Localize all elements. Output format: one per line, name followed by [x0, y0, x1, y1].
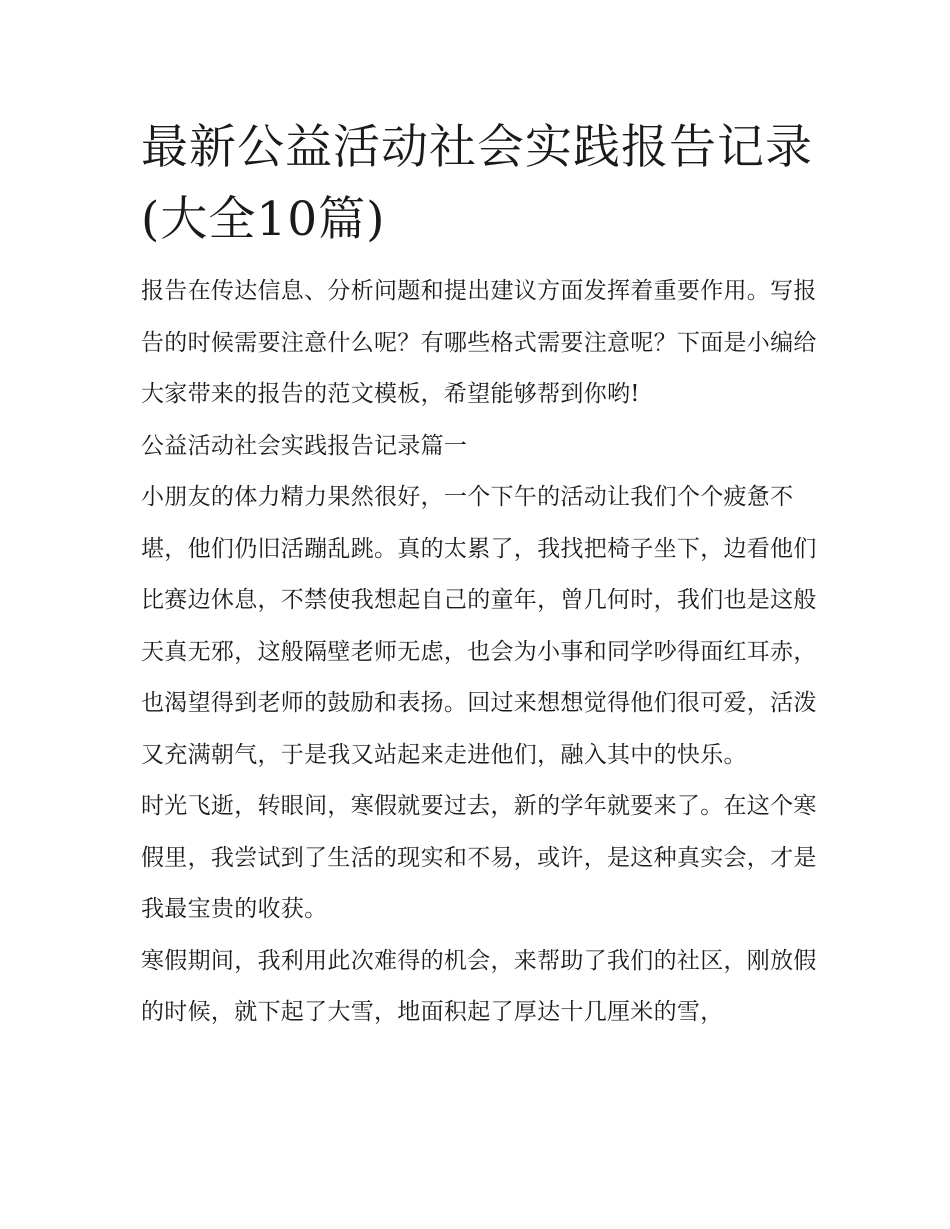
- document-title: 最新公益活动社会实践报告记录(大全10篇): [141, 120, 813, 247]
- body-paragraph: 寒假期间，我利用此次难得的机会，来帮助了我们的社区，刚放假的时候，就下起了大雪，地面积起了厚达十几厘米的雪，: [141, 947, 817, 1025]
- intro-paragraph: 报告在传达信息、分析问题和提出建议方面发挥着重要作用。写报告的时候需要注意什么呢？有哪些格式需要注意呢？下面是小编给大家带来的报告的范文模板，希望能够帮到你哟!: [141, 278, 817, 407]
- section-heading: 公益活动社会实践报告记录篇一: [141, 432, 468, 459]
- document-body: [141, 112, 821, 1039]
- body-paragraph: 小朋友的体力精力果然很好，一个下午的活动让我们个个疲惫不堪，他们仍旧活蹦乱跳。真的太累了，我找把椅子坐下，边看他们比赛边休息，不禁使我想起自己的童年，曾几何时，我们也是这般天真无邪，这般隔壁老师无虑，也会为小事和同学吵得面红耳赤，也渴望得到老师的鼓励和表扬。回过来想想觉得他们很可爱，活泼又充满朝气，于是我又站起来走进他们，融入其中的快乐。: [141, 484, 817, 768]
- body-paragraph: 时光飞逝，转眼间，寒假就要过去，新的学年就要来了。在这个寒假里，我尝试到了生活的现实和不易，或许，是这种真实会，才是我最宝贵的收获。: [141, 793, 817, 922]
